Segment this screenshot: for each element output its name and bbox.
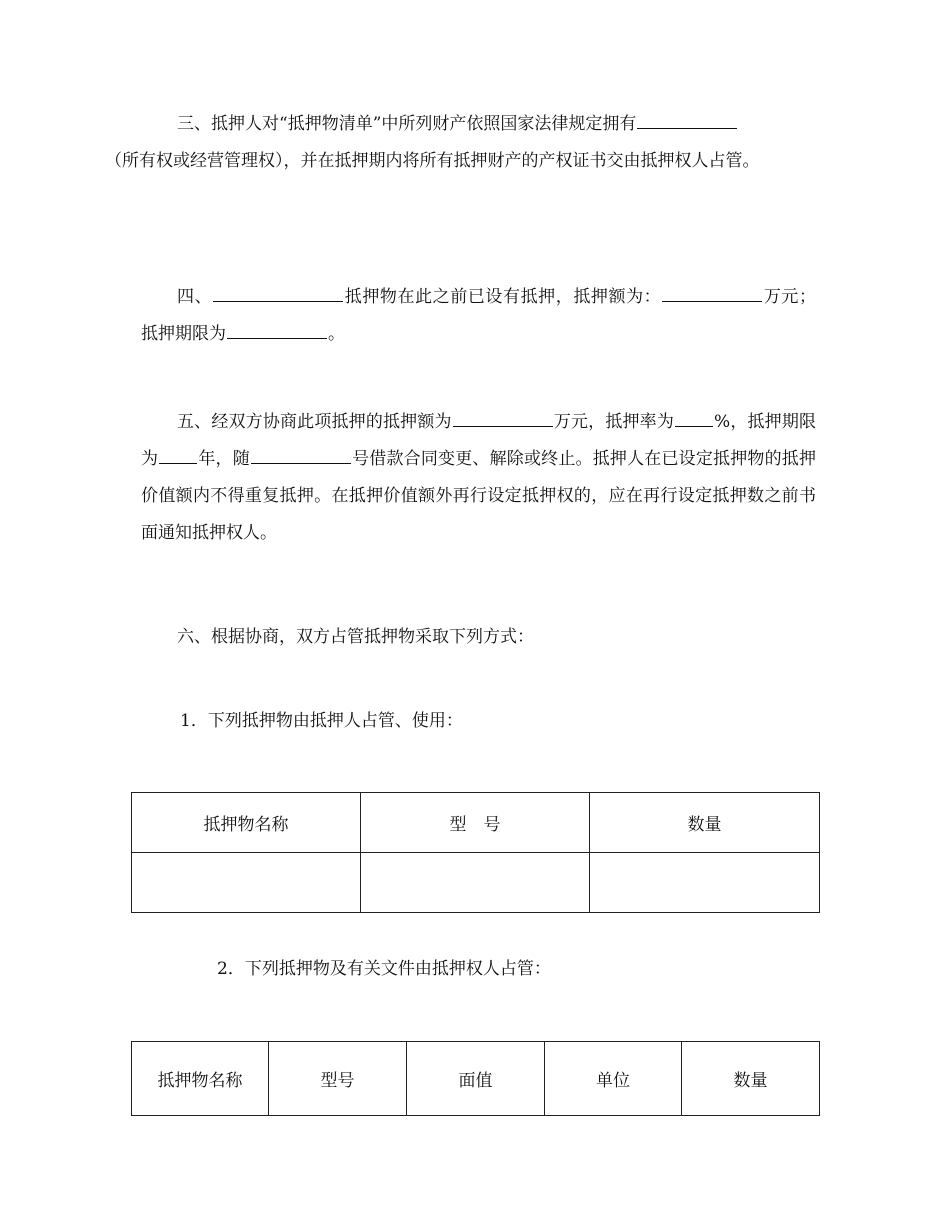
clause-4-text-b: 抵押物在此之前已设有抵押，抵押额为： xyxy=(344,287,662,307)
blank-loan-contract-number[interactable] xyxy=(251,446,351,464)
table-2-header-model: 型号 xyxy=(269,1042,407,1116)
item-2-heading xyxy=(217,951,892,988)
table-1-cell-model[interactable] xyxy=(361,853,590,913)
clause-4-text-d: 。 xyxy=(328,324,345,344)
blank-prior-collateral[interactable] xyxy=(213,284,343,302)
table-2-header-unit: 单位 xyxy=(545,1042,682,1116)
table-1-row xyxy=(132,853,820,913)
clause-6 xyxy=(141,619,816,656)
clause-6-text: 六、根据协商，双方占管抵押物采取下列方式： xyxy=(177,627,534,647)
item-2-text: 2．下列抵押物及有关文件由抵押权人占管： xyxy=(217,959,551,979)
table-2-header-row xyxy=(132,1042,820,1116)
clause-5-text-a: 五、经双方协商此项抵押的抵押额为 xyxy=(177,412,452,432)
clause-3-text-b: （所有权或经营管理权），并在抵押期内将所有抵押财产的产权证书交由抵押权人占管。 xyxy=(105,151,760,171)
clause-4-text-a: 四、 xyxy=(177,287,213,307)
clause-5-text-d: 年，随 xyxy=(198,449,250,469)
table-1-cell-name[interactable] xyxy=(132,853,361,913)
blank-ownership-type[interactable] xyxy=(637,111,737,129)
table-1-header-row xyxy=(132,793,820,853)
clause-4 xyxy=(141,279,816,353)
clause-3 xyxy=(105,106,816,180)
clause-5 xyxy=(141,404,816,552)
clause-5-text-c: %，抵押期限为 xyxy=(141,412,817,469)
clause-5-text-b: 万元，抵押率为 xyxy=(553,412,675,432)
table-1-header-quantity: 数量 xyxy=(590,793,820,853)
blank-prior-mortgage-term[interactable] xyxy=(227,321,327,339)
clause-4-text-c: 万元；抵押期限为 xyxy=(141,287,817,344)
table-2-header-name: 抵押物名称 xyxy=(132,1042,269,1116)
clause-5-text-e: 号借款合同变更、解除或终止。抵押人在已设定抵押物的抵押价值额内不得重复抵押。在抵押价值额外再行设定抵押权的，应在再行设定抵押数之前书面通知抵押权人。 xyxy=(141,449,816,543)
item-1-heading xyxy=(180,703,855,740)
table-2-header-face-value: 面值 xyxy=(407,1042,545,1116)
item-1-text: 1．下列抵押物由抵押人占管、使用： xyxy=(180,711,463,731)
table-mortgagee-held xyxy=(131,1041,820,1116)
blank-prior-mortgage-amount[interactable] xyxy=(662,284,762,302)
table-1-header-name: 抵押物名称 xyxy=(132,793,361,853)
table-1-header-model: 型 号 xyxy=(361,793,590,853)
blank-mortgage-rate[interactable] xyxy=(675,409,713,427)
blank-mortgage-amount[interactable] xyxy=(453,409,553,427)
table-mortgagor-held xyxy=(131,792,820,913)
clause-3-text-a: 三、抵押人对“抵押物清单”中所列财产依照国家法律规定拥有 xyxy=(177,114,637,134)
table-2-header-quantity: 数量 xyxy=(682,1042,820,1116)
table-1-cell-quantity[interactable] xyxy=(590,853,820,913)
blank-mortgage-years[interactable] xyxy=(159,446,197,464)
